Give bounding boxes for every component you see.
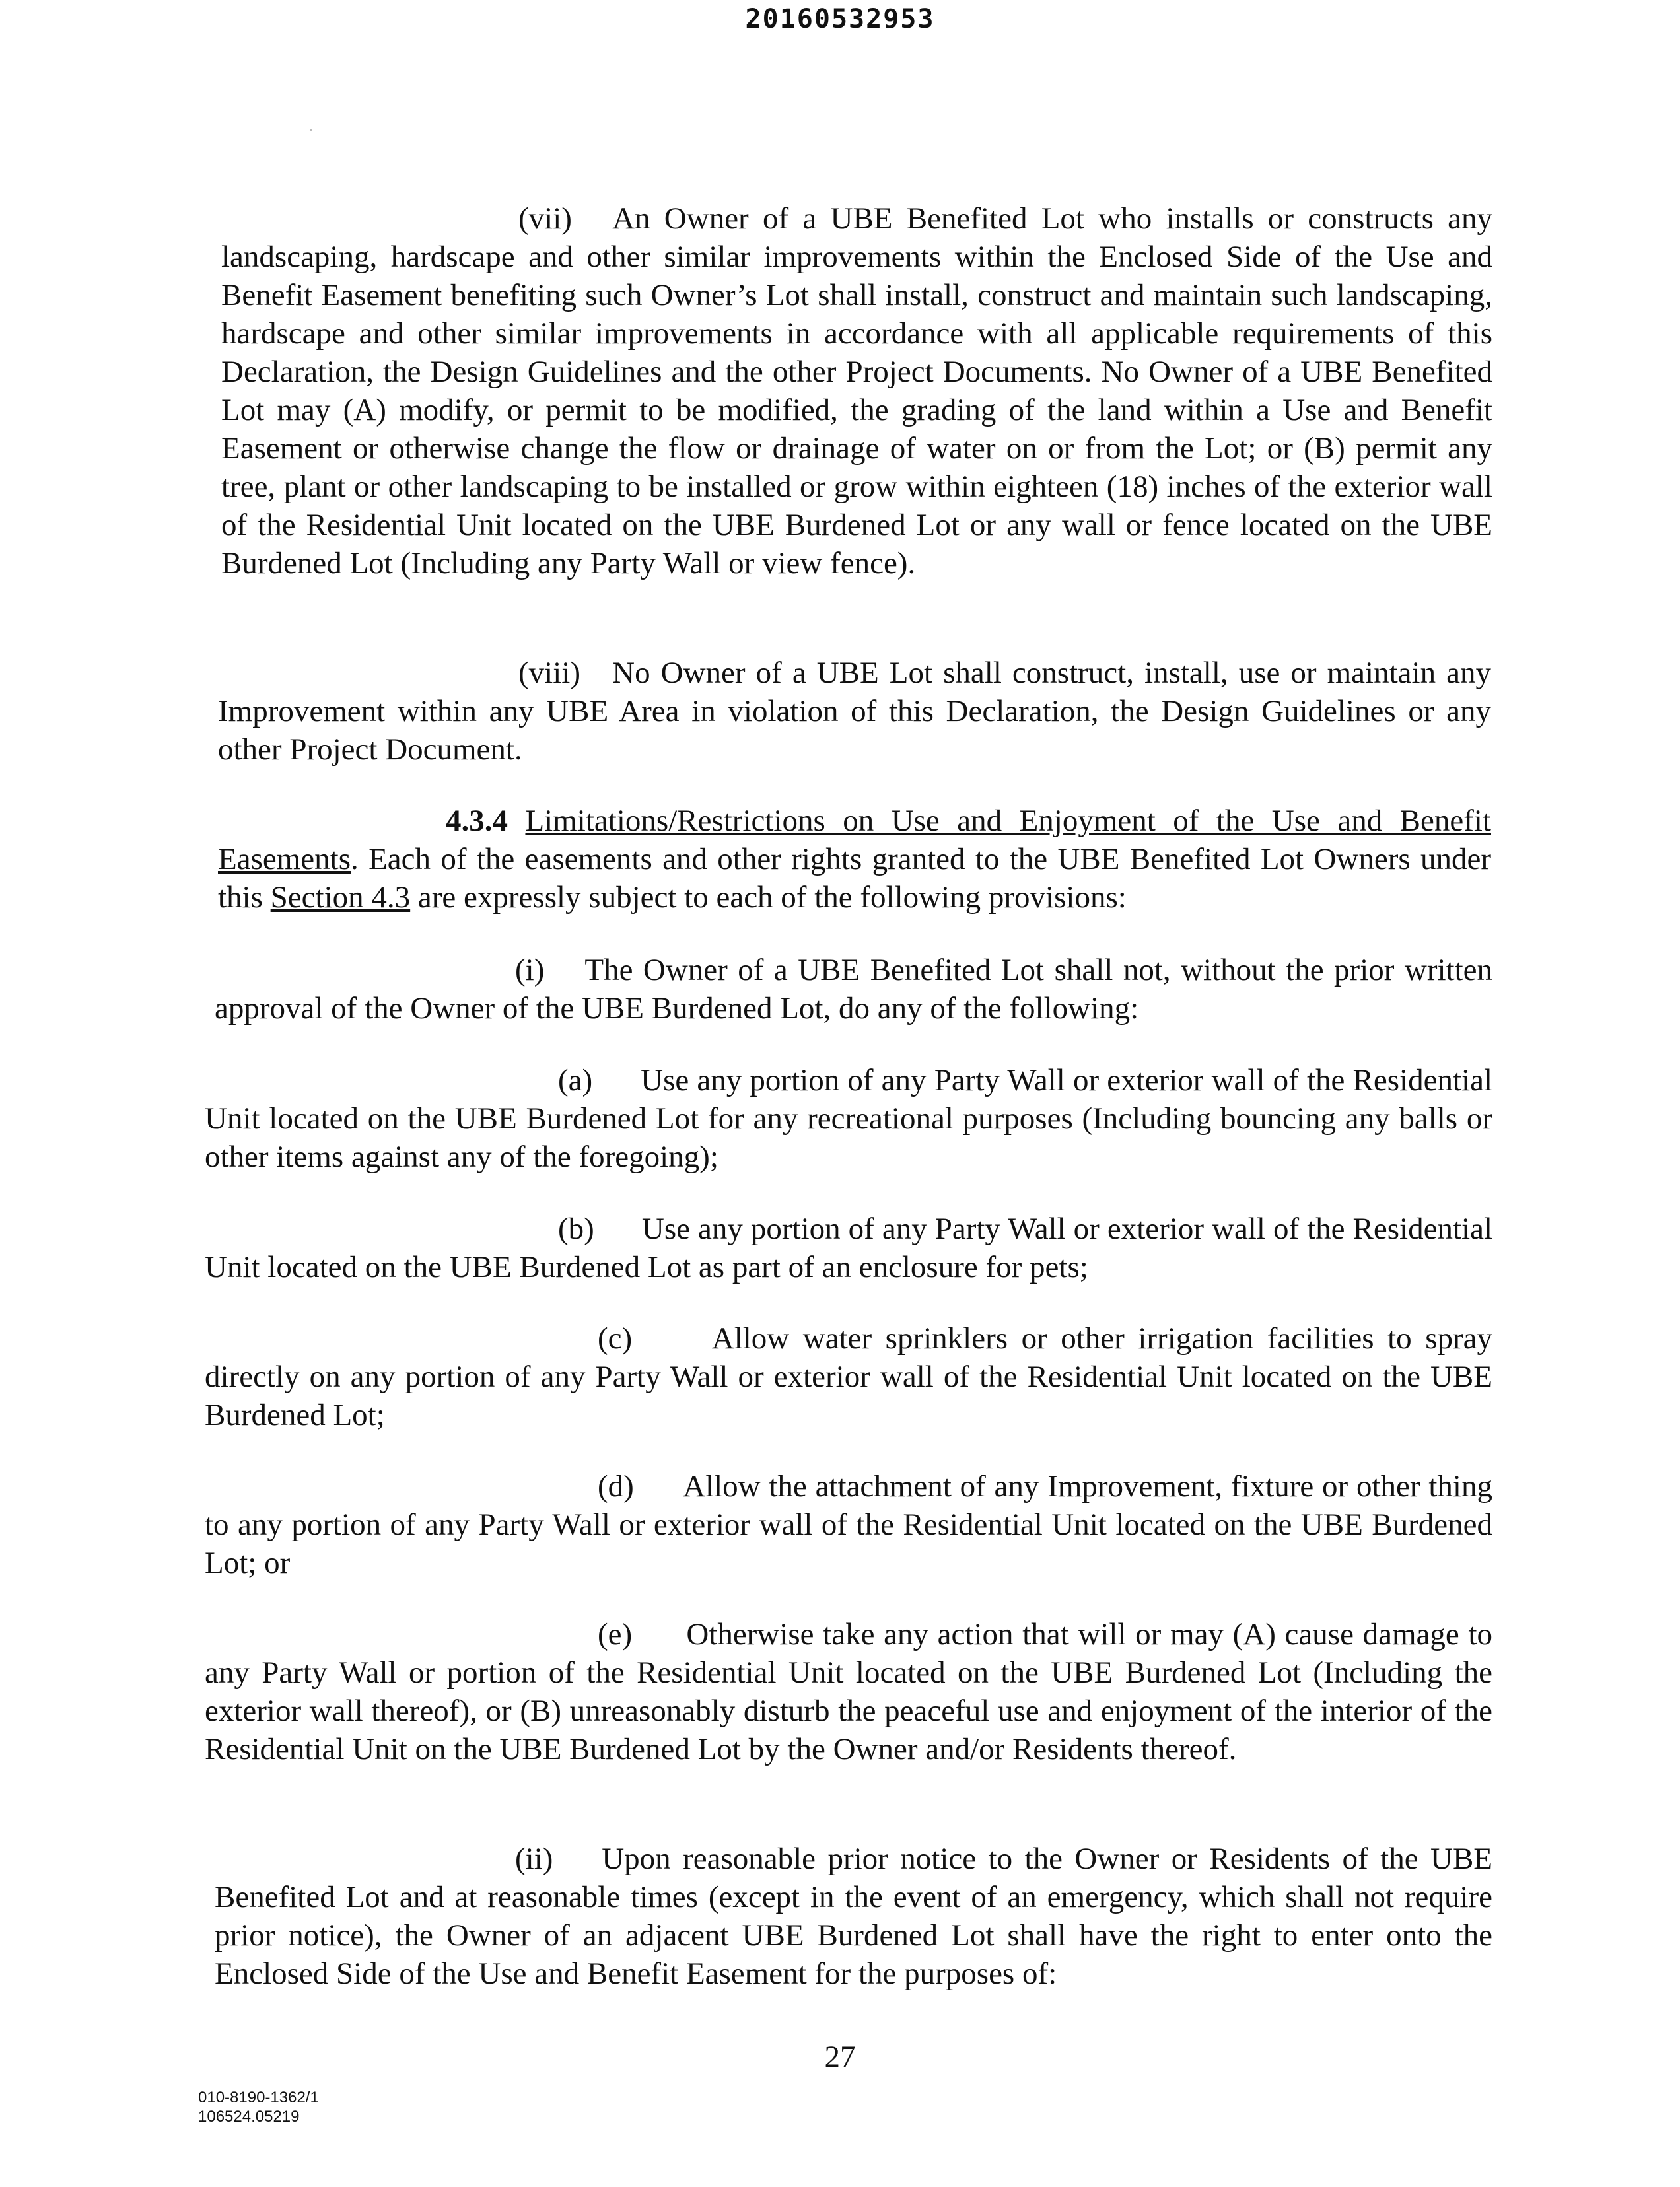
paragraph-marker: (d) — [598, 1469, 634, 1504]
paragraph-marker: (vii) — [518, 201, 572, 236]
paragraph-b — [205, 1210, 1492, 1286]
paragraph-viii — [218, 654, 1491, 769]
paragraph-text: Allow water sprinklers or other irrigation facilities to spray directly on any portion of any Party Wall or exterior wall of the Residential Unit located on the UBE Burdened Lot; — [205, 1321, 1492, 1432]
paragraph-ii — [215, 1840, 1492, 1993]
paragraph-vii — [221, 199, 1492, 582]
paragraph-marker: (ii) — [515, 1842, 553, 1876]
section-number: 4.3.4 — [446, 804, 508, 838]
paragraph-text: No Owner of a UBE Lot shall construct, install, use or maintain any Improvement within any UBE Area in violation of this Declaration, the Design Guidelines or any other Project Document. — [218, 656, 1491, 767]
paragraph-marker: (b) — [558, 1212, 594, 1246]
scan-speck — [310, 129, 312, 131]
paragraph-a — [205, 1061, 1492, 1176]
paragraph-c — [205, 1319, 1492, 1434]
paragraph-text: An Owner of a UBE Benefited Lot who installs or constructs any landscaping, hardscape and other similar improvements within the Enclosed Side of the Use and Benefit Easement benefiting such Owner’s Lot shall install, construct and maintain such landscaping, hardscape and other similar improvements in accordance with all applicable requirements of this Declaration, the Design Guidelines and the other Project Documents. No Owner of a UBE Benefited Lot may (A) modify, or permit to be modified, the grading of the land within a Use and Benefit Easement or otherwise change the flow or drainage of water on or from the Lot; or (B) permit any tree, plant or other landscaping to be installed or grow within eighteen (18) inches of the exterior wall of the Residential Unit located on the UBE Burdened Lot or any wall or fence located on the UBE Burdened Lot (Including any Party Wall or view fence). — [221, 201, 1492, 580]
section-text-end: are expressly subject to each of the following provisions: — [410, 880, 1127, 915]
paragraph-text: Upon reasonable prior notice to the Owner or Residents of the UBE Benefited Lot and at reasonable times (except in the event of an emergency, which shall not require prior notice), the Owner of an adjacent UBE Burdened Lot shall have the right to enter onto the Enclosed Side of the Use and Benefit Easement for the purposes of: — [215, 1842, 1493, 1991]
document-number: 20160532953 — [745, 4, 935, 34]
section-heading: Limitations/Restrictions on Use and Enjoyment of the Use and Benefit Easements — [218, 804, 1491, 876]
paragraph-marker: (a) — [558, 1063, 593, 1097]
paragraph-marker: (viii) — [518, 656, 580, 690]
footer-line-2: 106524.05219 — [198, 2108, 300, 2126]
paragraph-text: Use any portion of any Party Wall or exterior wall of the Residential Unit located on the UBE Burdened Lot as part of an enclosure for pets; — [205, 1212, 1492, 1284]
page-number: 27 — [824, 2040, 856, 2074]
paragraph-marker: (e) — [598, 1617, 633, 1651]
section-text: . Each of the easements and other rights granted to the UBE Benefited Lot Owners under this — [218, 842, 1491, 915]
section-reference: Section 4.3 — [270, 880, 411, 915]
paragraph-text: Allow the attachment of any Improvement, fixture or other thing to any portion of any Party Wall or exterior wall of the Residential Unit located on the UBE Burdened Lot; or — [205, 1469, 1492, 1580]
footer-line-1: 010-8190-1362/1 — [198, 2089, 319, 2106]
paragraph-e — [205, 1615, 1492, 1768]
section-4-3-4 — [218, 802, 1491, 917]
paragraph-i — [215, 951, 1492, 1027]
footer-ref — [198, 2088, 319, 2126]
paragraph-marker: (c) — [598, 1321, 633, 1356]
paragraph-d — [205, 1467, 1492, 1582]
paragraph-marker: (i) — [515, 953, 545, 987]
paragraph-text: Use any portion of any Party Wall or exterior wall of the Residential Unit located on the UBE Burdened Lot for any recreational purposes (Including bouncing any balls or other items against any of the foregoing); — [205, 1063, 1493, 1174]
paragraph-text: Otherwise take any action that will or may (A) cause damage to any Party Wall or portion of the Residential Unit located on the UBE Burdened Lot (Including the exterior wall thereof), or (B) unreasonably disturb the peaceful use and enjoyment of the interior of the Residential Unit on the UBE Burdened Lot by the Owner and/or Residents thereof. — [205, 1617, 1493, 1766]
paragraph-text: The Owner of a UBE Benefited Lot shall not, without the prior written approval of the Owner of the UBE Burdened Lot, do any of the following: — [215, 953, 1493, 1025]
